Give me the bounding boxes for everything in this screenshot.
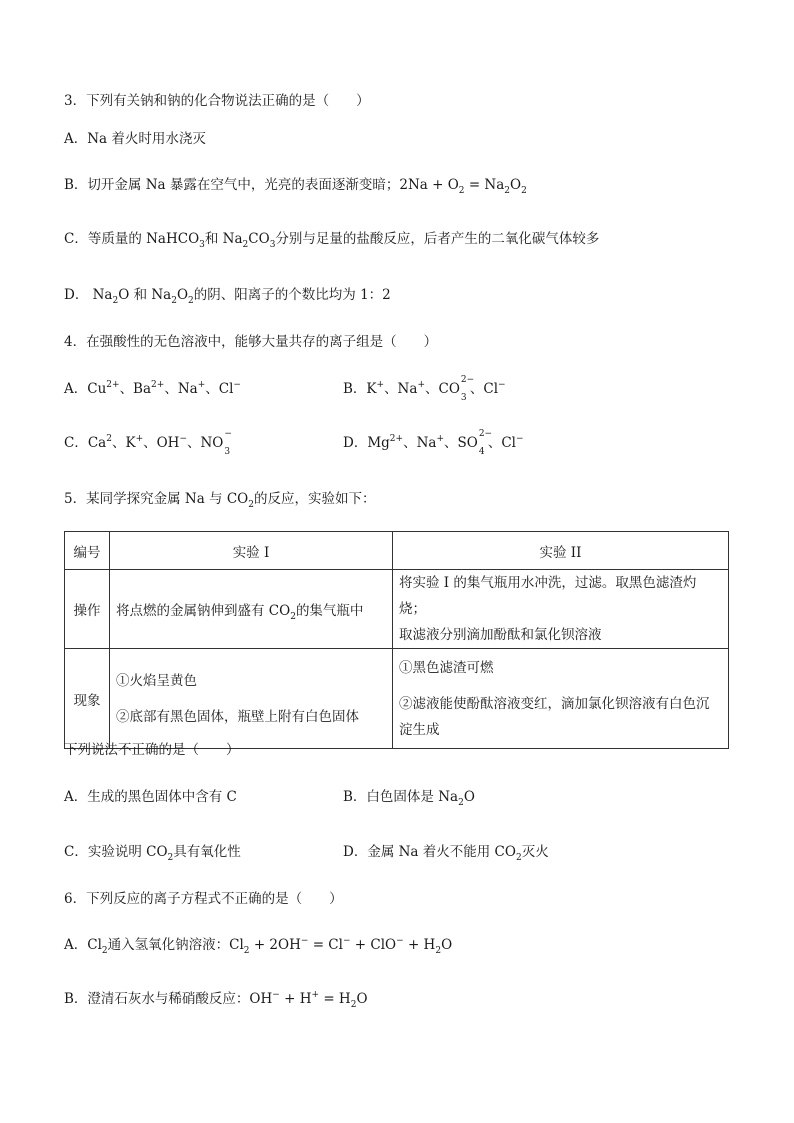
exp1-operation: 将点燃的金属钠伸到盛有 $CO_2$的集气瓶中: [110, 570, 393, 649]
exp2-operation: 将实验 I 的集气瓶用水冲洗，过滤。取黑色滤渣灼烧； 取滤液分别滴加酚酞和氯化钡溶液: [393, 570, 729, 649]
row-label-operation: 操作: [65, 570, 110, 649]
q5-option-c: C．实验说明 $CO_2$具有氧化性: [64, 844, 241, 863]
table-header-exp2: 实验 II: [393, 532, 729, 570]
q5-ask: 下列说法不正确的是（ ）: [64, 742, 240, 758]
q5-stem: 5．某同学探究金属 Na 与 $CO_2$的反应，实验如下：: [64, 491, 376, 510]
q5-option-d: D．金属 Na 着火不能用 $CO_2$灭火: [343, 844, 549, 863]
q6-option-b: B．澄清石灰水与稀硝酸反应：$OH^- + H^+ = H_2O$: [64, 990, 368, 1010]
q3-option-b: B．切开金属 Na 暴露在空气中，光亮的表面逐渐变暗；$2Na + O_2 = Na_2O_2$: [64, 177, 527, 196]
q4-option-b: B．K+、Na+、CO 2− 3 、Cl−: [343, 374, 506, 403]
q3-option-d: D． $Na_2O$ 和 $Na_2O_2$的阴、阳离子的个数比均为 1：2: [64, 287, 391, 306]
q3-option-c: C．等质量的 NaHCO$_3$和 $Na_2CO_3$分别与足量的盐酸反应，后者产生的二氧化碳气体较多: [64, 231, 600, 250]
q4-option-c: C．Ca$^2$、K+、OH−、NO − 3: [64, 428, 232, 457]
table-header-exp1: 实验 I: [110, 532, 393, 570]
exp2-observation: ①黑色滤渣可燃 ②滤液能使酚酞溶液变红，滴加氯化钡溶液有白色沉 淀生成: [393, 649, 729, 749]
row-label-observation: 现象: [65, 649, 110, 749]
q5-option-a: A．生成的黑色固体中含有 C: [64, 789, 237, 805]
table-header-id: 编号: [65, 532, 110, 570]
q6-option-a: A．$Cl_2$通入氢氧化钠溶液：$Cl_2 + 2OH^- = Cl^- + ClO^- + H_2O$: [64, 936, 453, 956]
q5-option-b: B．白色固体是 $Na_2O$: [343, 789, 475, 808]
experiment-table: [64, 531, 729, 749]
q3-option-a: A．Na 着火时用水浇灭: [64, 131, 206, 147]
exp1-observation: ①火焰呈黄色 ②底部有黑色固体，瓶壁上附有白色固体: [110, 649, 393, 749]
q4-option-d: D．$Mg^{2+}$、Na+、SO 2− 4 、Cl−: [343, 428, 524, 457]
q4-option-a: A．$Cu^{2+}$、$Ba^{2+}$、Na+、Cl−: [64, 380, 241, 397]
q6-stem: 6．下列反应的离子方程式不正确的是（ ）: [64, 891, 343, 907]
q4-stem: 4．在强酸性的无色溶液中，能够大量共存的离子组是（ ）: [64, 334, 438, 350]
q3-stem: 3．下列有关钠和钠的化合物说法正确的是（ ）: [64, 93, 370, 109]
